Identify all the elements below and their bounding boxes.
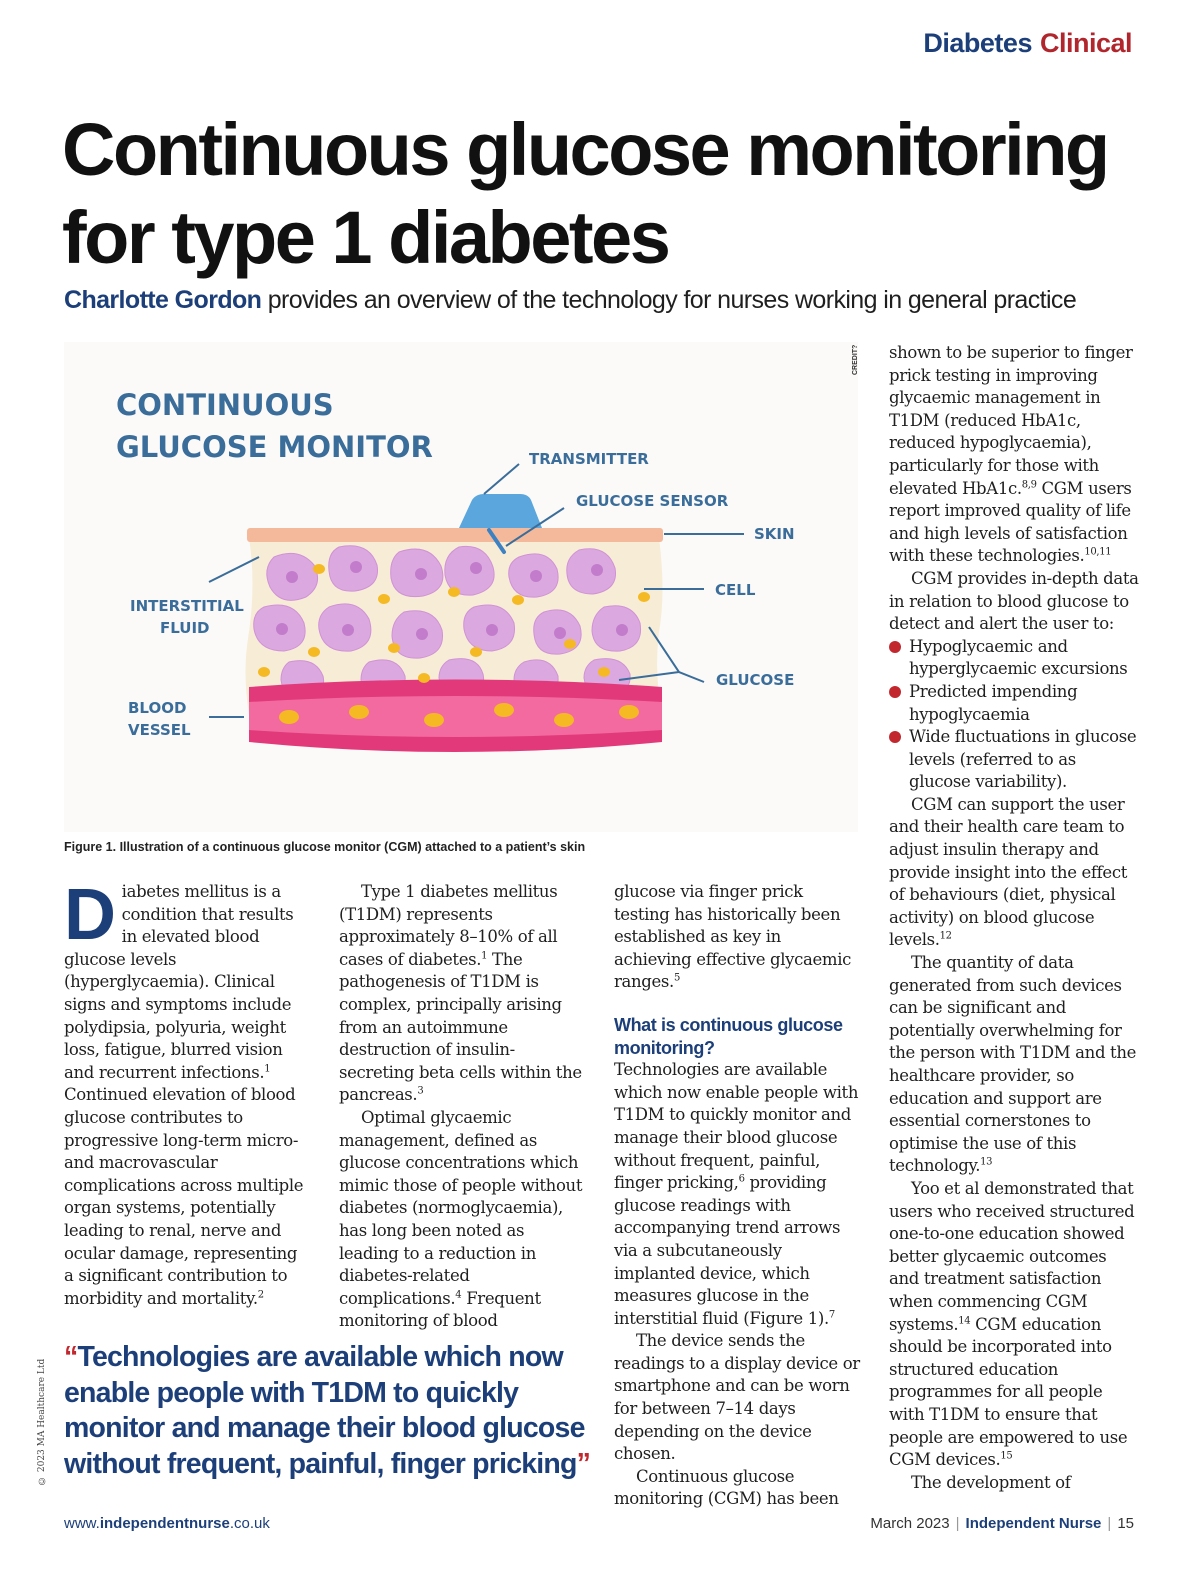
label-transmitter: TRANSMITTER <box>529 450 649 468</box>
standfirst-text: provides an overview of the technology for nurses working in general practice <box>267 286 1077 314</box>
column-3 <box>614 881 860 1511</box>
citation: 3 <box>417 1085 424 1097</box>
cgm-figure <box>64 342 858 832</box>
text-run: The quantity of data generated from such devices can be significant and potentially overwhelming for the person with T1DM and the healthcare provider, so education and support are essential cornerstones to optimise the use of this technology. <box>889 953 1137 1176</box>
blood-vessel-inner <box>249 696 662 737</box>
list-item-text: Hypoglycaemic and hyperglycaemic excursions <box>909 636 1128 679</box>
label-skin: SKIN <box>754 525 795 543</box>
paragraph <box>339 1107 585 1333</box>
text-run: Technologies are available which now enable people with T1DM to quickly monitor and manage their blood glucose without frequent, painful, finger pricking, <box>614 1060 859 1193</box>
publication-name-part1: Independent <box>965 1515 1055 1532</box>
close-quote-mark: ” <box>576 1447 591 1480</box>
column-4 <box>889 342 1139 1494</box>
bullet-dot-icon <box>889 686 901 698</box>
section-word-clinical: Clinical <box>1039 28 1132 58</box>
label-cell: CELL <box>715 581 756 599</box>
list-item <box>889 636 1139 681</box>
list-item-text: Predicted impending hypoglycaemia <box>909 681 1078 724</box>
text-run: CGM education should be incorporated into structured education programmes for all people with T1DM to ensure that people are empowered to use CGM devices. <box>889 1314 1128 1470</box>
citation: 2 <box>257 1289 264 1301</box>
paragraph: Continuous glucose monitoring (CGM) has been <box>614 1466 839 1509</box>
paragraph <box>614 881 860 994</box>
citation: 8,9 <box>1021 479 1037 491</box>
publication-name <box>966 1515 1102 1532</box>
label-blood-1: BLOOD <box>128 699 187 717</box>
figure-heading-line2: GLUCOSE MONITOR <box>116 430 433 464</box>
text-run: Continued elevation of blood glucose contributes to progressive long-term micro- and macrovascular complications across multiple organ systems, potentially leading to renal, nerve and ocular damage, representing a significant contribution to morbidity and mortality. <box>64 1085 304 1308</box>
paragraph <box>339 881 585 1107</box>
footer-issue-info <box>870 1515 1134 1532</box>
section-tag <box>923 28 1132 59</box>
figure-credit: CREDIT? <box>852 344 859 375</box>
citation: 6 <box>738 1173 745 1185</box>
url-prefix: www. <box>64 1515 100 1532</box>
pull-quote <box>64 1340 604 1482</box>
paragraph <box>889 794 1139 952</box>
page-number: 15 <box>1117 1515 1134 1532</box>
url-domain: independentnurse <box>99 1515 230 1532</box>
figure-heading-line1: CONTINUOUS <box>116 388 334 422</box>
article-title: Continuous glucose monitoring for type 1 diabetes <box>62 108 1108 279</box>
text-run: Type 1 diabetes mellitus (T1DM) represents approximately 8–10% of all cases of diabetes. <box>339 882 558 969</box>
cgm-illustration <box>64 342 858 832</box>
text-run: The pathogenesis of T1DM is complex, principally arising from an autoimmune destruction of insulin-secreting beta cells within the pancreas. <box>339 949 582 1105</box>
text-run: Yoo et al demonstrated that users who received structured one-to-one education showed better glycaemic outcomes and treatment satisfaction when commencing CGM systems. <box>889 1178 1135 1334</box>
divider: | <box>1107 1515 1112 1532</box>
paragraph <box>889 1178 1139 1472</box>
text-run: glucose via finger prick testing has historically been established as key in achieving effective glycaemic ranges. <box>614 882 852 992</box>
citation: 15 <box>1000 1450 1013 1462</box>
drop-cap: D <box>64 875 116 955</box>
citation: 4 <box>455 1289 462 1301</box>
column-1 <box>64 875 310 1310</box>
bullet-dot-icon <box>889 641 901 653</box>
url-suffix: .co.uk <box>229 1515 270 1532</box>
transmitter-device <box>459 494 542 528</box>
label-blood-2: VESSEL <box>128 721 191 739</box>
list-item <box>889 681 1139 726</box>
label-glucose-sensor: GLUCOSE SENSOR <box>576 492 729 510</box>
author-name: Charlotte Gordon <box>64 286 262 314</box>
bullet-dot-icon <box>889 731 901 743</box>
label-interstitial-1: INTERSTITIAL <box>130 597 244 615</box>
divider: | <box>955 1515 960 1532</box>
paragraph: The device sends the readings to a display device or smartphone and can be worn for between 7–14 days depending on the device chosen. <box>614 1331 860 1464</box>
issue-date: March 2023 <box>870 1515 950 1532</box>
copyright-notice: © 2023 MA Healthcare Ltd <box>37 1358 47 1485</box>
citation: 1 <box>481 950 488 962</box>
paragraph: The development of <box>911 1472 1071 1492</box>
list-item <box>889 726 1139 794</box>
standfirst <box>64 286 1144 315</box>
paragraph <box>64 875 310 1310</box>
text-run: providing glucose readings with accompanying trend arrows via a subcutaneously implanted device, which measures glucose in the interstitial fluid (Figure 1). <box>614 1173 841 1328</box>
paragraph <box>614 1059 860 1330</box>
text-run: shown to be superior to finger prick testing in improving glycaemic management in T1DM (reduced HbA1c, reduced hypoglycaemia), particularly for those with elevated HbA1c. <box>889 343 1133 498</box>
citation: 7 <box>828 1309 835 1321</box>
text-run: Optimal glycaemic management, defined as glucose concentrations which mimic those of people without diabetes (normoglycaemia), has long been noted as leading to a reduction in diabetes-related complications. <box>339 1107 583 1308</box>
text-run: CGM can support the user and their health care team to adjust insulin therapy and provide insight into the effect of behaviours (diet, physical activity) on blood glucose levels. <box>889 794 1128 950</box>
paragraph <box>889 952 1139 1178</box>
cell <box>567 549 616 594</box>
bullet-list <box>889 636 1139 794</box>
citation: 10,11 <box>1084 546 1112 558</box>
section-word-diabetes: Diabetes <box>923 28 1032 58</box>
column-2 <box>339 881 585 1333</box>
list-item-text: Wide fluctuations in glucose levels (referred to as glucose variability). <box>909 727 1137 792</box>
text-run: iabetes mellitus is a condition that results in elevated blood glucose levels (hyperglycaemia). Clinical signs and symptoms include polydipsia, polyuria, weight loss, fatigue, blurred vision and recurrent infections. <box>64 882 294 1082</box>
skin-layer <box>247 528 663 542</box>
open-quote-mark: “ <box>64 1341 78 1373</box>
citation: 5 <box>673 972 680 984</box>
text-run: CGM users report improved quality of life and high levels of satisfaction with these technologies. <box>889 478 1132 566</box>
citation: 1 <box>264 1063 271 1075</box>
footer-website-link[interactable] <box>64 1515 270 1532</box>
citation: 13 <box>980 1156 993 1168</box>
citation: 12 <box>939 930 952 942</box>
citation: 14 <box>958 1315 971 1327</box>
subheading: What is continuous glucose monitoring? <box>614 1014 843 1058</box>
label-interstitial-2: FLUID <box>160 619 210 637</box>
publication-name-part2: Nurse <box>1058 1515 1102 1532</box>
text-run: Frequent monitoring of blood <box>339 1288 541 1331</box>
paragraph: CGM provides in-depth data in relation to blood glucose to detect and alert the user to: <box>889 568 1139 634</box>
paragraph <box>889 342 1139 568</box>
pull-quote-text: Technologies are available which now enable people with T1DM to quickly monitor and manage their blood glucose without frequent, painful, finger pricking <box>64 1341 585 1480</box>
label-glucose: GLUCOSE <box>716 671 795 689</box>
figure-caption: Figure 1. Illustration of a continuous glucose monitor (CGM) attached to a patient’s skin <box>64 840 586 854</box>
